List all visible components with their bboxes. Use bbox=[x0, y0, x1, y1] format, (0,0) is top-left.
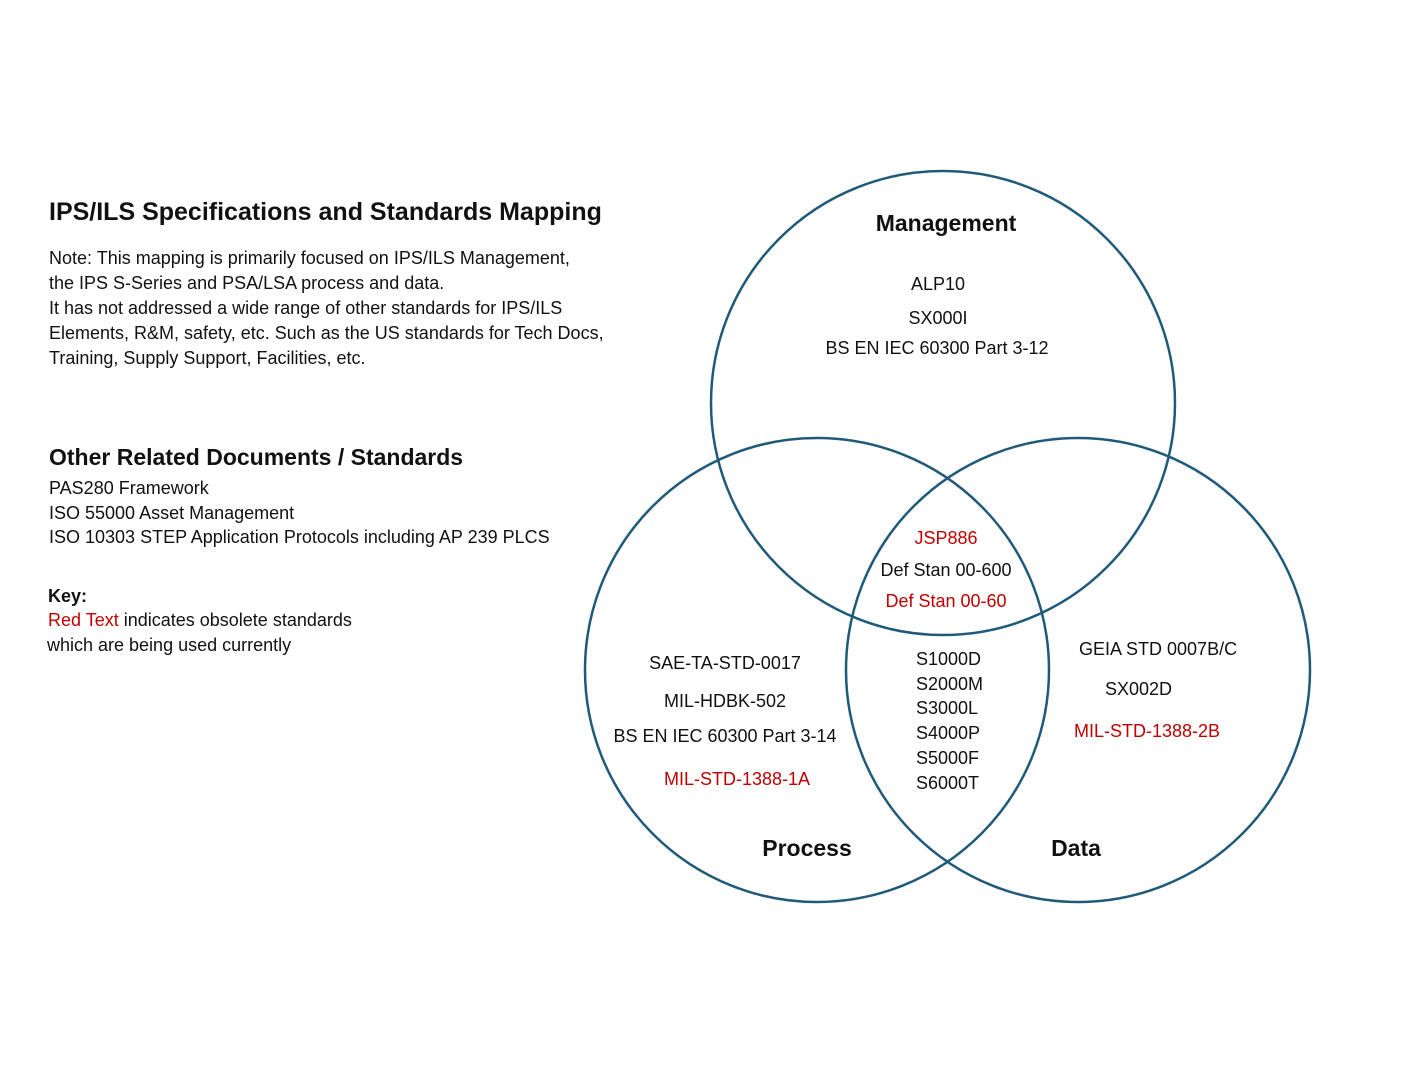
s-series-item: S4000P bbox=[916, 723, 981, 744]
management-item: SX000I bbox=[908, 308, 968, 328]
note-line: Elements, R&M, safety, etc. Such as the US standards for Tech Docs, bbox=[49, 323, 604, 343]
related-heading: Other Related Documents / Standards bbox=[49, 444, 464, 470]
key-title: Key: bbox=[48, 586, 88, 606]
key-line-2: which are being used currently bbox=[47, 635, 292, 655]
page-title: IPS/ILS Specifications and Standards Mapping bbox=[49, 198, 602, 226]
center-obsolete-item: Def Stan 00-60 bbox=[885, 591, 1007, 611]
related-list bbox=[49, 476, 550, 550]
s-series-item: S6000T bbox=[916, 772, 980, 793]
center-obsolete-item: JSP886 bbox=[914, 528, 978, 548]
note-line: Training, Supply Support, Facilities, etc. bbox=[49, 348, 366, 368]
s-series-item: S1000D bbox=[916, 649, 982, 669]
s-series-item: S2000M bbox=[916, 673, 984, 694]
center-item: Def Stan 00-600 bbox=[880, 560, 1012, 580]
s-series-item: S5000F bbox=[916, 747, 980, 768]
note-paragraph bbox=[49, 246, 604, 371]
process-obsolete-item: MIL-STD-1388-1A bbox=[663, 769, 811, 789]
related-item: ISO 55000 Asset Management bbox=[49, 502, 295, 523]
note-line: Note: This mapping is primarily focused on IPS/ILS Management, bbox=[49, 248, 570, 268]
key-line-1 bbox=[48, 610, 352, 631]
process-item: SAE-TA-STD-0017 bbox=[649, 653, 801, 673]
key-line-1-rest: indicates obsolete standards bbox=[118, 610, 352, 630]
data-item: SX002D bbox=[1105, 679, 1173, 699]
key-red-text: Red Text bbox=[48, 610, 119, 630]
related-item: ISO 10303 STEP Application Protocols including AP 239 PLCS bbox=[49, 527, 550, 547]
process-item: MIL-HDBK-502 bbox=[663, 691, 787, 711]
management-item: ALP10 bbox=[910, 274, 966, 294]
process-label: Process bbox=[762, 835, 852, 861]
note-line: the IPS S-Series and PSA/LSA process and data. bbox=[49, 273, 445, 293]
data-item: GEIA STD 0007B/C bbox=[1079, 639, 1238, 659]
data-obsolete-item: MIL-STD-1388-2B bbox=[1074, 721, 1221, 741]
s-series-list bbox=[916, 647, 983, 795]
s-series-item: S3000L bbox=[916, 698, 979, 719]
data-label: Data bbox=[1051, 835, 1101, 861]
note-line: It has not addressed a wide range of other standards for IPS/ILS bbox=[49, 298, 563, 318]
related-item: PAS280 Framework bbox=[49, 478, 209, 498]
process-item: BS EN IEC 60300 Part 3-14 bbox=[613, 726, 837, 746]
management-label: Management bbox=[875, 210, 1017, 236]
management-item: BS EN IEC 60300 Part 3-12 bbox=[825, 338, 1049, 358]
